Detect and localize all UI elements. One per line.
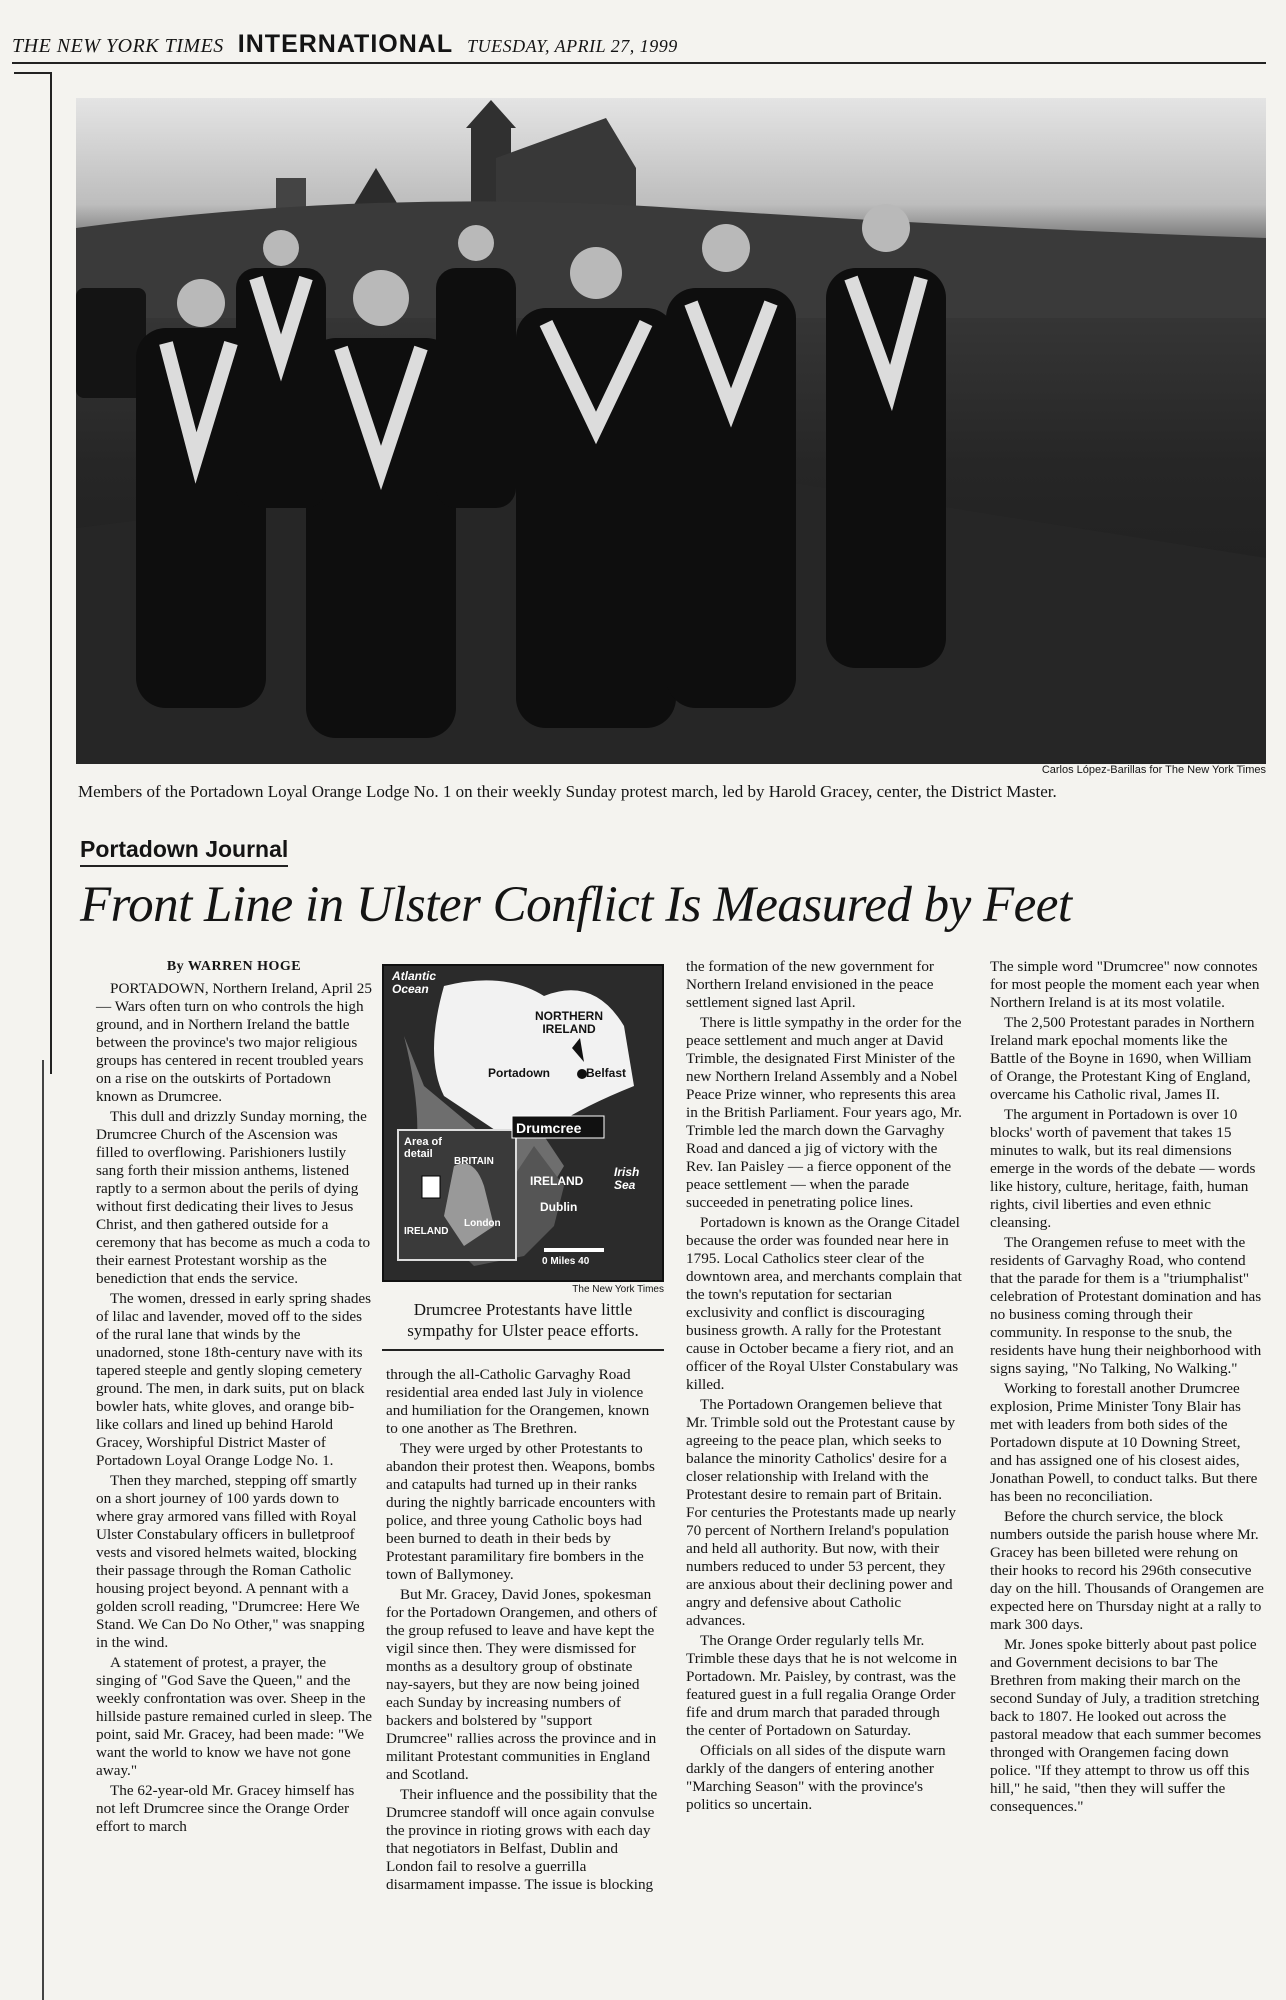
col4-paragraph: The Orangemen refuse to meet with the residents of Garvaghy Road, who contend that the parade for them is a "triumphalist" celebration of Protestant domination and has no business coming through their community. In response to the snub, the residents have hung their neighborhood with signs saying, "No Talking, No Walking."	[990, 1234, 1262, 1377]
col4-paragraph: Mr. Jones spoke bitterly about past police and Government decisions to bar The Brethren from making their march on the second Sunday of July, a tradition stretching back to 1807. He looked out across the pastoral meadow that each summer becomes thronged with Orangemen facing down police. "If they attempt to throw us off this hill," he said, "then they will suffer the consequences."	[990, 1636, 1262, 1815]
col2-paragraph: Their influence and the possibility that the Drumcree standoff will once again convulse the province in rioting grows with each day that negotiators in Belfast, Dublin and London fail to resolve a guerrilla disarmament impasse. The issue is blocking	[386, 1786, 658, 1893]
photo-caption: Members of the Portadown Loyal Orange Lodge No. 1 on their weekly Sunday protest march, led by Harold Gracey, center, the District Master.	[78, 782, 1057, 801]
map-label-drumcree: Drumcree	[516, 1120, 582, 1136]
col1-paragraph: The women, dressed in early spring shades of lilac and lavender, moved off to the sides of the rural lane that winds by the unadorned, stone 18th-century nave with its tapered steeple and gently sloping cemetery ground. The men, in dark suits, put on black bowler hats, white gloves, and orange bib-like collars and lined up behind Harold Gracey, Worshipful District Master of Portadown Loyal Orange Lodge No. 1.	[96, 1290, 372, 1469]
col3-paragraph: The Portadown Orangemen believe that Mr. Trimble sold out the Protestant cause by agreeing to the peace plan, which seeks to balance the minority Catholics' desire for a closer relationship with Ireland with the Protestant desire to remain part of Britain. For centuries the Protestants made up nearly 70 percent of Northern Ireland's population and held all authority. But now, with their numbers reduced to under 53 percent, they are anxious about their declining power and angry and defensive about Catholic advances.	[686, 1396, 956, 1629]
map-label-irish-sea: Irish Sea	[614, 1165, 640, 1192]
article-headline: Front Line in Ulster Conflict Is Measured by Feet	[80, 877, 1072, 933]
article-column-2	[386, 1366, 662, 1896]
map-caption: Drumcree Protestants have little sympathy for Ulster peace efforts.	[382, 1299, 664, 1351]
col2-paragraph: through the all-Catholic Garvaghy Road residential area ended last July in violence and humiliation for the Orangemen, known to one another as The Brethren.	[386, 1366, 650, 1437]
masthead	[12, 30, 1266, 64]
col4-paragraph: Working to forestall another Drumcree explosion, Prime Minister Tony Blair has met with leaders from both sides of the Portadown dispute at 10 Downing Street, and has assigned one of his closest aides, Jonathan Powell, to conduct talks. But there has been no reconciliation.	[990, 1380, 1258, 1505]
photo-credit: Carlos López-Barillas for The New York Times	[1041, 764, 1266, 776]
col1-paragraph: The 62-year-old Mr. Gracey himself has not left Drumcree since the Orange Order effort to march	[96, 1782, 355, 1835]
col4-paragraph: The simple word "Drumcree" now connotes for most people the moment each year when Northern Ireland is at its most volatile.	[990, 958, 1260, 1011]
article-column-3	[686, 958, 962, 1816]
map-label-london: London	[464, 1218, 501, 1229]
map-label-belfast: Belfast	[586, 1066, 627, 1080]
col4-paragraph: The argument in Portadown is over 10 blocks' worth of pavement that takes 15 minutes to walk, but its real dimensions emerge in the words of the debate — words like history, culture, heritage, faith, human rights, civil liberties and even ethnic cleansing.	[990, 1106, 1256, 1231]
masthead-date: TUESDAY, APRIL 27, 1999	[467, 36, 678, 56]
col4-paragraph: Before the church service, the block numbers outside the parish house where Mr. Gracey has been billeted were rehung on their hooks to record his 296th consecutive day on the hill. Thousands of Orangemen are expected here on Thursday night at a rally to mark 300 days.	[990, 1508, 1264, 1633]
col1-paragraph: A statement of protest, a prayer, the singing of "God Save the Queen," and the weekly confrontation was over. Sheep in the hillside pasture remained curled in sleep. The point, said Mr. Gracey, had been made: "We want the world to know we have not gone away."	[96, 1654, 372, 1779]
col3-paragraph: Officials on all sides of the dispute warn darkly of the dangers of entering another "Marching Season" with the province's politics so uncertain.	[686, 1742, 946, 1813]
col1-paragraph: PORTADOWN, Northern Ireland, April 25 — Wars often turn on who controls the high ground, and in Northern Ireland the battle between the province's two major religious groups has centered in recent troubled years on a rise on the outskirts of Portadown known as Drumcree.	[96, 980, 372, 1105]
article-column-1	[96, 958, 372, 1838]
parade-photo-illustration	[76, 98, 1266, 764]
map-label-ireland: IRELAND	[530, 1174, 584, 1188]
map-figure	[382, 964, 664, 1282]
map-scale: 0 Miles 40	[542, 1256, 590, 1267]
col3-paragraph: There is little sympathy in the order for the peace settlement and much anger at David Trimble, the designated First Minister of the new Northern Ireland Assembly and a Nobel Peace Prize winner, who represents this area in the British Parliament. Four years ago, Mr. Trimble led the march down the Garvaghy Road and danced a jig of victory with the Rev. Ian Paisley — a fierce opponent of the peace settlement — when the parade succeeded in penetrating police lines.	[686, 1014, 962, 1211]
col4-paragraph: The 2,500 Protestant parades in Northern Ireland mark epochal moments like the Battle of the Boyne in 1690, when William of Orange, the Protestant King of England, overcame his Catholic rival, James II.	[990, 1014, 1255, 1103]
parade-photo	[76, 98, 1266, 764]
byline: By WARREN HOGE	[166, 959, 302, 974]
map-label-britain: BRITAIN	[454, 1156, 494, 1167]
article-kicker: Portadown Journal	[80, 836, 288, 867]
col1-paragraph: This dull and drizzly Sunday morning, the Drumcree Church of the Ascension was filled to overflowing. Parishioners lustily sang forth their mission anthems, listened raptly to a sermon about the perils of dying without first dedicating their lives to Jesus Christ, and then gathered outside for a ceremony that has become as much a coda to their earnest Protestant worship as the benediction that ends the service.	[96, 1108, 371, 1287]
col3-paragraph: the formation of the new government for Northern Ireland envisioned in the peace settlement signed last April.	[686, 958, 934, 1011]
map-label-atlantic: Atlantic Ocean	[392, 969, 437, 996]
map-label-area-of-detail: Area of detail	[404, 1136, 442, 1160]
map-label-dublin: Dublin	[540, 1200, 578, 1214]
col2-paragraph: But Mr. Gracey, David Jones, spokesman for the Portadown Orangemen, and others of the group refused to leave and have kept the vigil since then. They were dismissed for months as a desultory group of obstinate nay-sayers, but they are now being joined each Sunday by increasing numbers of backers and bolstered by "support Drumcree" rallies across the province and in militant Protestant communities in England and Scotland.	[386, 1586, 658, 1783]
map-label-northern-ireland: NORTHERN IRELAND	[535, 1009, 603, 1036]
map-label-portadown: Portadown	[488, 1066, 550, 1080]
map-box	[382, 964, 664, 1351]
masthead-paper: THE NEW YORK TIMES	[12, 35, 224, 57]
article-column-4	[990, 958, 1266, 1818]
map-credit: The New York Times	[572, 1284, 664, 1295]
masthead-section: INTERNATIONAL	[237, 30, 454, 58]
left-border-rule	[14, 72, 52, 1074]
left-border-rule-lower	[42, 1060, 52, 2000]
col1-paragraph: Then they marched, stepping off smartly on a short journey of 100 yards down to where gray armored vans filled with Royal Ulster Constabulary officers in bulletproof vests and visored helmets waited, blocking their passage through the Roman Catholic housing project beyond. A pennant with a golden scroll reading, "Drumcree: Here We Stand. We Can Do No Other," was snapping in the wind.	[96, 1472, 365, 1651]
col3-paragraph: Portadown is known as the Orange Citadel because the order was founded near here in 1795. Local Catholics steer clear of the downtown area, and merchants complain that the town's reputation for sectarian exclusivity and conflict is discouraging business growth. A rally for the Protestant cause in October became a fiery riot, and an officer of the Royal Ulster Constabulary was killed.	[686, 1214, 962, 1393]
map-label-ireland-inset: IRELAND	[404, 1226, 449, 1237]
col2-paragraph: They were urged by other Protestants to abandon their protest then. Weapons, bombs and catapults had turned up in their ranks during the nightly barricade encounters with police, and three young Catholic boys had been burned to death in their beds by Protestant paramilitary fire bombers in the town of Ballymoney.	[386, 1440, 656, 1583]
col3-paragraph: The Orange Order regularly tells Mr. Trimble these days that he is not welcome in Portadown. Mr. Paisley, by contrast, was the featured guest in a full regalia Orange Order fife and drum march that paraded through the center of Portadown on Saturday.	[686, 1632, 958, 1739]
